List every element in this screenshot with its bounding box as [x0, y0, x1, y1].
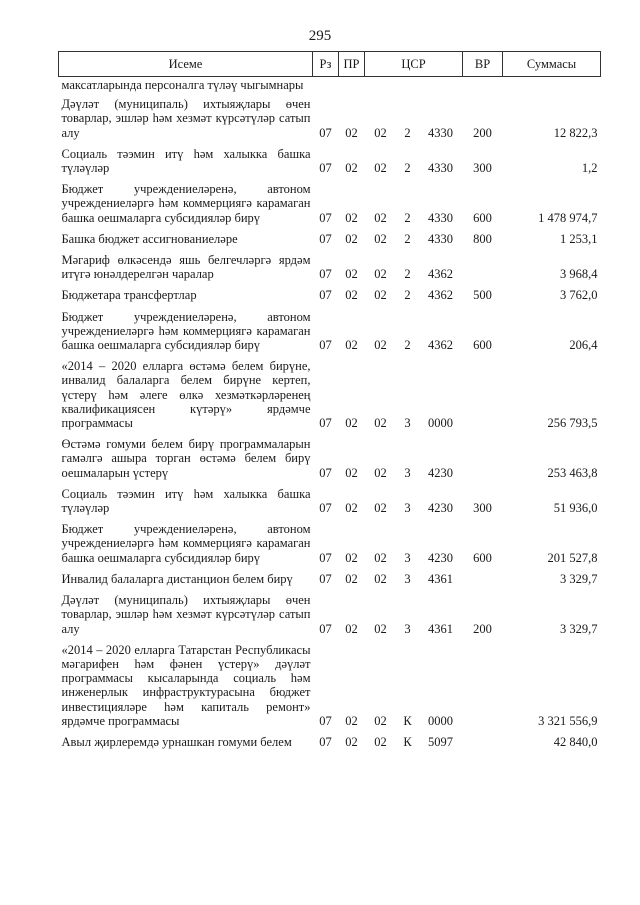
row-rz: 07: [319, 713, 332, 728]
header-pr: ПР: [339, 52, 365, 77]
table-row: [59, 77, 601, 94]
row-vr: [463, 249, 503, 284]
header-sum: Суммасы: [503, 52, 601, 77]
row-rz: 07: [319, 416, 332, 431]
row-pr: 02: [345, 550, 358, 565]
table-row: [59, 143, 601, 178]
row-vr: 300: [473, 161, 492, 176]
row-vr: [463, 433, 503, 483]
row-sum: 51 936,0: [553, 501, 598, 516]
row-name: Дәүләт (муниципаль) ихтыяҗлары өчен товарлар, эшләр һәм хезмәт күрсәтүләр сатып алу: [61, 593, 311, 636]
row-csr-3: [419, 77, 463, 94]
row-sum: 3 321 556,9: [538, 713, 598, 728]
row-csr-1: 02: [374, 338, 387, 353]
row-pr: 02: [345, 267, 358, 282]
row-csr-3: 4362: [428, 288, 453, 303]
row-csr-1: 02: [374, 416, 387, 431]
row-csr-1: 02: [374, 571, 387, 586]
row-vr: [463, 731, 503, 752]
header-name: Исеме: [59, 52, 313, 77]
row-pr: 02: [345, 571, 358, 586]
row-sum: 42 840,0: [553, 734, 598, 749]
table-row: [59, 518, 601, 568]
budget-table: [58, 51, 601, 752]
row-name: «2014 – 2020 елларга Татарстан Республикасы мәгарифен һәм фәнен үстерү» дәүләт программасы кысаларында социаль һәм инженерлык инфраструктурасына бюджет инвестицияләре һәм капиталь ремонт» ярдәмче программасы: [61, 642, 311, 728]
row-csr-3: 4362: [428, 267, 453, 282]
header-vr: ВР: [463, 52, 503, 77]
row-csr-2: [397, 77, 419, 94]
row-rz: 07: [319, 125, 332, 140]
row-csr-1: [365, 77, 397, 94]
row-rz: 07: [319, 550, 332, 565]
row-vr: 600: [473, 210, 492, 225]
row-csr-1: 02: [374, 267, 387, 282]
row-csr-2: 3: [404, 571, 411, 586]
row-rz: 07: [319, 267, 332, 282]
row-csr-1: 02: [374, 231, 387, 246]
header-csr: ЦСР: [365, 52, 463, 77]
row-name: «2014 – 2020 елларга өстәмә белем бирүне, инвалид балаларга белем бирүне кертеп, үстерү һәм әлеге өлкә хезмәткәрләренең квалификациясен күтәрү» ярдәмче программасы: [61, 359, 311, 431]
row-rz: 07: [319, 734, 332, 749]
row-vr: 600: [473, 338, 492, 353]
row-rz: 07: [319, 231, 332, 246]
row-sum: 253 463,8: [547, 465, 598, 480]
row-csr-1: 02: [374, 550, 387, 565]
row-csr-1: 02: [374, 621, 387, 636]
table-row: [59, 228, 601, 249]
row-vr: 800: [473, 231, 492, 246]
row-csr-3: 0000: [428, 416, 453, 431]
row-pr: 02: [345, 125, 358, 140]
row-rz: [313, 77, 339, 94]
row-name: максатларында персоналга түләү чыгымнары: [61, 78, 304, 92]
row-pr: 02: [345, 288, 358, 303]
table-row: [59, 483, 601, 518]
row-name: Өстәмә гомуми белем бирү программаларын гамәлгә ашыра торган өстәмә белем бирү оешмаларын үстерү: [61, 437, 311, 480]
row-pr: 02: [345, 338, 358, 353]
table-row: [59, 568, 601, 589]
row-csr-3: 4230: [428, 465, 453, 480]
row-name: Дәүләт (муниципаль) ихтыяҗлары өчен товарлар, эшләр һәм хезмәт күрсәтүләр сатып алу: [61, 97, 311, 140]
row-sum: 3 329,7: [560, 571, 598, 586]
row-csr-2: 2: [404, 231, 411, 246]
row-sum: 206,4: [569, 338, 598, 353]
row-csr-2: 3: [404, 550, 411, 565]
row-sum: 1,2: [581, 161, 598, 176]
table-row: [59, 306, 601, 356]
table-row: [59, 731, 601, 752]
row-sum: 1 478 974,7: [538, 210, 598, 225]
table-header-row: [59, 52, 601, 77]
row-pr: 02: [345, 465, 358, 480]
row-sum: 1 253,1: [560, 231, 598, 246]
row-pr: 02: [345, 621, 358, 636]
row-name: Социаль тәэмин итү һәм халыкка башка түләүләр: [61, 146, 311, 176]
row-sum: 256 793,5: [547, 416, 598, 431]
row-name: Социаль тәэмин итү һәм халыкка башка түләүләр: [61, 486, 311, 516]
row-csr-1: 02: [374, 288, 387, 303]
row-rz: 07: [319, 571, 332, 586]
row-pr: 02: [345, 501, 358, 516]
row-csr-2: 3: [404, 465, 411, 480]
row-csr-3: 4330: [428, 161, 453, 176]
row-csr-3: 4330: [428, 231, 453, 246]
row-csr-3: 4361: [428, 621, 453, 636]
row-pr: 02: [345, 416, 358, 431]
row-vr: 300: [473, 501, 492, 516]
row-csr-2: К: [403, 734, 412, 749]
row-vr: [463, 568, 503, 589]
row-rz: 07: [319, 621, 332, 636]
row-pr: 02: [345, 210, 358, 225]
row-pr: 02: [345, 231, 358, 246]
row-csr-1: 02: [374, 210, 387, 225]
row-csr-3: 4361: [428, 571, 453, 586]
row-csr-3: 4330: [428, 210, 453, 225]
row-csr-2: 3: [404, 621, 411, 636]
row-name: Инвалид балаларга дистанцион белем бирү: [61, 571, 293, 586]
row-rz: 07: [319, 288, 332, 303]
row-csr-1: 02: [374, 125, 387, 140]
table-row: [59, 284, 601, 305]
table-row: [59, 178, 601, 228]
row-csr-2: К: [403, 713, 412, 728]
row-sum: 12 822,3: [553, 125, 598, 140]
page-number: 295: [308, 28, 332, 44]
row-rz: 07: [319, 210, 332, 225]
row-sum: 3 762,0: [560, 288, 598, 303]
row-csr-3: 4330: [428, 125, 453, 140]
row-csr-2: 2: [404, 288, 411, 303]
row-vr: [463, 77, 503, 94]
row-csr-2: 3: [404, 501, 411, 516]
table-row: [59, 249, 601, 284]
row-name: Мәгариф өлкәсендә яшь белгечләргә ярдәм итүгә юнәлдерелгән чаралар: [61, 253, 311, 282]
row-vr: 600: [473, 550, 492, 565]
row-pr: 02: [345, 713, 358, 728]
row-csr-2: 2: [404, 161, 411, 176]
row-csr-2: 2: [404, 125, 411, 140]
table-row: [59, 433, 601, 483]
row-sum: 3 329,7: [560, 621, 598, 636]
row-csr-3: 0000: [428, 713, 453, 728]
row-name: Бюджет учреждениеләренә, автоном учреждениеләргә һәм коммерциягә карамаган башка оешмаларга субсидияләр бирү: [61, 309, 311, 353]
row-name: Бюджет учреждениеләренә, автоном учреждениеләргә һәм коммерциягә карамаган башка оешмаларга субсидияләр бирү: [61, 182, 311, 225]
row-csr-2: 2: [404, 210, 411, 225]
row-rz: 07: [319, 501, 332, 516]
row-csr-1: 02: [374, 734, 387, 749]
row-rz: 07: [319, 161, 332, 176]
row-csr-2: 3: [404, 416, 411, 431]
row-vr: 200: [473, 125, 492, 140]
row-sum: 3 968,4: [560, 267, 598, 282]
row-rz: 07: [319, 338, 332, 353]
row-csr-3: 5097: [428, 734, 453, 749]
row-csr-3: 4230: [428, 501, 453, 516]
row-csr-2: 2: [404, 267, 411, 282]
row-csr-3: 4362: [428, 338, 453, 353]
row-csr-1: 02: [374, 501, 387, 516]
row-pr: 02: [345, 161, 358, 176]
row-name: Бюджет учреждениеләренә, автоном учреждениеләргә һәм коммерциягә карамаган башка оешмаларга субсидияләр бирү: [61, 522, 311, 565]
row-sum: [503, 77, 601, 94]
header-rz: Рз: [313, 52, 339, 77]
row-name: Бюджетара трансфертлар: [61, 288, 197, 303]
table-row: [59, 639, 601, 731]
row-csr-1: 02: [374, 713, 387, 728]
row-vr: 200: [473, 621, 492, 636]
table-row: [59, 93, 601, 143]
table-row: [59, 589, 601, 639]
row-csr-1: 02: [374, 161, 387, 176]
row-csr-1: 02: [374, 465, 387, 480]
row-csr-2: 2: [404, 338, 411, 353]
row-rz: 07: [319, 465, 332, 480]
row-csr-3: 4230: [428, 550, 453, 565]
row-name: Авыл җирлеремдә урнашкан гомуми белем: [61, 734, 292, 749]
row-pr: [339, 77, 365, 94]
row-pr: 02: [345, 734, 358, 749]
row-name: Башка бюджет ассигнованиеләре: [61, 231, 238, 246]
row-sum: 201 527,8: [547, 550, 598, 565]
row-vr: [463, 639, 503, 731]
row-vr: 500: [473, 288, 492, 303]
row-vr: [463, 355, 503, 433]
table-row: [59, 355, 601, 433]
